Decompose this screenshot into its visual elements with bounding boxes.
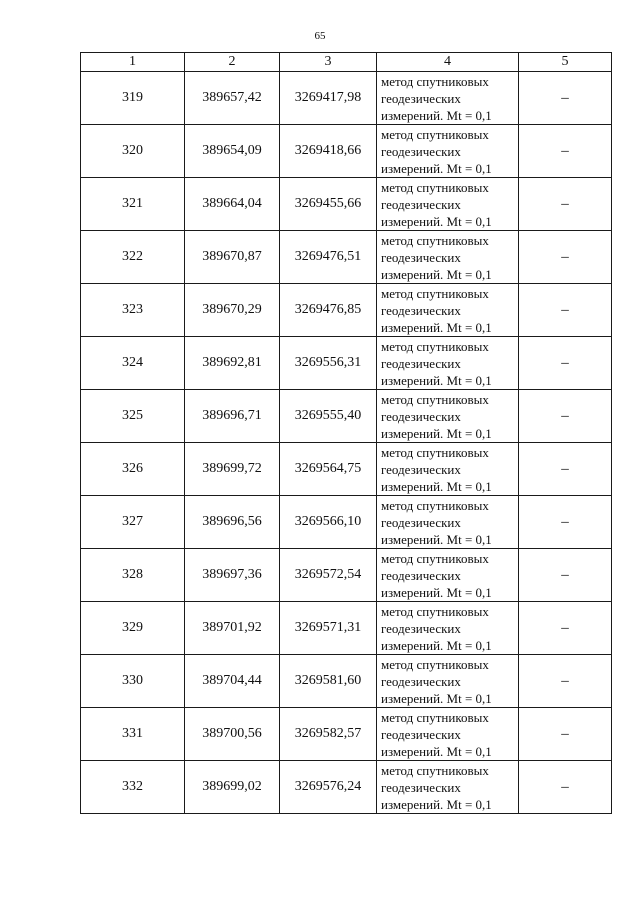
method-cell: [377, 284, 519, 337]
method-line: метод спутниковых: [381, 497, 489, 513]
table-row: [81, 72, 612, 125]
method-line: метод спутниковых: [381, 73, 489, 89]
description-cell: –: [519, 496, 612, 549]
description-cell: –: [519, 72, 612, 125]
method-cell: [377, 496, 519, 549]
method-line: метод спутниковых: [381, 762, 489, 778]
description-cell: –: [519, 443, 612, 496]
point-number-cell: 322: [81, 231, 185, 284]
x-coordinate-cell: 389696,56: [185, 496, 280, 549]
method-line: измерений. Mt = 0,1: [381, 266, 492, 282]
table-row: [81, 549, 612, 602]
y-coordinate-cell: 3269555,40: [280, 390, 377, 443]
method-line: геодезических: [381, 779, 461, 795]
point-number-cell: 331: [81, 708, 185, 761]
method-line: метод спутниковых: [381, 285, 489, 301]
table-body: [81, 72, 612, 814]
description-cell: –: [519, 231, 612, 284]
point-number-cell: 330: [81, 655, 185, 708]
y-coordinate-cell: 3269476,51: [280, 231, 377, 284]
method-line: метод спутниковых: [381, 126, 489, 142]
method-line: геодезических: [381, 302, 461, 318]
description-cell: –: [519, 284, 612, 337]
point-number-cell: 326: [81, 443, 185, 496]
method-line: геодезических: [381, 514, 461, 530]
point-number-cell: 332: [81, 761, 185, 814]
method-cell: [377, 708, 519, 761]
column-header-4: 4: [377, 53, 519, 72]
y-coordinate-cell: 3269572,54: [280, 549, 377, 602]
method-line: измерений. Mt = 0,1: [381, 372, 492, 388]
method-line: геодезических: [381, 461, 461, 477]
x-coordinate-cell: 389670,87: [185, 231, 280, 284]
method-line: измерений. Mt = 0,1: [381, 107, 492, 123]
method-line: метод спутниковых: [381, 444, 489, 460]
description-cell: –: [519, 178, 612, 231]
column-header-3: 3: [280, 53, 377, 72]
method-line: метод спутниковых: [381, 338, 489, 354]
y-coordinate-cell: 3269581,60: [280, 655, 377, 708]
method-cell: [377, 72, 519, 125]
point-number-cell: 324: [81, 337, 185, 390]
method-cell: [377, 549, 519, 602]
method-line: измерений. Mt = 0,1: [381, 531, 492, 547]
description-cell: –: [519, 655, 612, 708]
point-number-cell: 325: [81, 390, 185, 443]
method-line: метод спутниковых: [381, 709, 489, 725]
x-coordinate-cell: 389699,72: [185, 443, 280, 496]
method-line: метод спутниковых: [381, 603, 489, 619]
x-coordinate-cell: 389692,81: [185, 337, 280, 390]
method-line: геодезических: [381, 726, 461, 742]
table-row: [81, 337, 612, 390]
method-line: геодезических: [381, 90, 461, 106]
x-coordinate-cell: 389699,02: [185, 761, 280, 814]
method-line: метод спутниковых: [381, 179, 489, 195]
method-cell: [377, 231, 519, 284]
y-coordinate-cell: 3269571,31: [280, 602, 377, 655]
y-coordinate-cell: 3269556,31: [280, 337, 377, 390]
description-cell: –: [519, 761, 612, 814]
method-cell: [377, 178, 519, 231]
x-coordinate-cell: 389701,92: [185, 602, 280, 655]
point-number-cell: 319: [81, 72, 185, 125]
page-number: 65: [314, 30, 326, 42]
y-coordinate-cell: 3269418,66: [280, 125, 377, 178]
description-cell: –: [519, 602, 612, 655]
method-cell: [377, 390, 519, 443]
method-line: геодезических: [381, 673, 461, 689]
coordinates-table: [80, 52, 612, 814]
x-coordinate-cell: 389696,71: [185, 390, 280, 443]
method-line: метод спутниковых: [381, 391, 489, 407]
y-coordinate-cell: 3269417,98: [280, 72, 377, 125]
table-row: [81, 284, 612, 337]
column-header-5: 5: [519, 53, 612, 72]
table-row: [81, 708, 612, 761]
method-line: измерений. Mt = 0,1: [381, 213, 492, 229]
y-coordinate-cell: 3269455,66: [280, 178, 377, 231]
description-cell: –: [519, 549, 612, 602]
point-number-cell: 329: [81, 602, 185, 655]
method-line: геодезических: [381, 143, 461, 159]
method-line: геодезических: [381, 620, 461, 636]
x-coordinate-cell: 389700,56: [185, 708, 280, 761]
method-line: геодезических: [381, 408, 461, 424]
method-line: измерений. Mt = 0,1: [381, 425, 492, 441]
table-row: [81, 602, 612, 655]
method-line: измерений. Mt = 0,1: [381, 690, 492, 706]
point-number-cell: 320: [81, 125, 185, 178]
method-cell: [377, 125, 519, 178]
y-coordinate-cell: 3269566,10: [280, 496, 377, 549]
table-row: [81, 443, 612, 496]
method-line: измерений. Mt = 0,1: [381, 743, 492, 759]
description-cell: –: [519, 390, 612, 443]
point-number-cell: 328: [81, 549, 185, 602]
column-header-1: 1: [81, 53, 185, 72]
y-coordinate-cell: 3269582,57: [280, 708, 377, 761]
method-line: измерений. Mt = 0,1: [381, 584, 492, 600]
table-row: [81, 231, 612, 284]
method-line: метод спутниковых: [381, 232, 489, 248]
method-cell: [377, 655, 519, 708]
method-line: метод спутниковых: [381, 550, 489, 566]
description-cell: –: [519, 125, 612, 178]
x-coordinate-cell: 389697,36: [185, 549, 280, 602]
method-cell: [377, 337, 519, 390]
column-header-2: 2: [185, 53, 280, 72]
method-line: измерений. Mt = 0,1: [381, 796, 492, 812]
description-cell: –: [519, 708, 612, 761]
point-number-cell: 327: [81, 496, 185, 549]
table-row: [81, 178, 612, 231]
y-coordinate-cell: 3269576,24: [280, 761, 377, 814]
method-line: геодезических: [381, 355, 461, 371]
method-line: измерений. Mt = 0,1: [381, 637, 492, 653]
method-cell: [377, 761, 519, 814]
y-coordinate-cell: 3269564,75: [280, 443, 377, 496]
table-row: [81, 125, 612, 178]
method-line: измерений. Mt = 0,1: [381, 319, 492, 335]
x-coordinate-cell: 389704,44: [185, 655, 280, 708]
point-number-cell: 321: [81, 178, 185, 231]
y-coordinate-cell: 3269476,85: [280, 284, 377, 337]
table-header-row: [81, 53, 612, 72]
point-number-cell: 323: [81, 284, 185, 337]
method-line: измерений. Mt = 0,1: [381, 478, 492, 494]
table-row: [81, 761, 612, 814]
x-coordinate-cell: 389654,09: [185, 125, 280, 178]
method-cell: [377, 443, 519, 496]
method-line: геодезических: [381, 249, 461, 265]
table-row: [81, 390, 612, 443]
method-line: измерений. Mt = 0,1: [381, 160, 492, 176]
x-coordinate-cell: 389664,04: [185, 178, 280, 231]
table-row: [81, 655, 612, 708]
x-coordinate-cell: 389657,42: [185, 72, 280, 125]
description-cell: –: [519, 337, 612, 390]
method-line: геодезических: [381, 567, 461, 583]
method-cell: [377, 602, 519, 655]
method-line: геодезических: [381, 196, 461, 212]
table-row: [81, 496, 612, 549]
x-coordinate-cell: 389670,29: [185, 284, 280, 337]
method-line: метод спутниковых: [381, 656, 489, 672]
